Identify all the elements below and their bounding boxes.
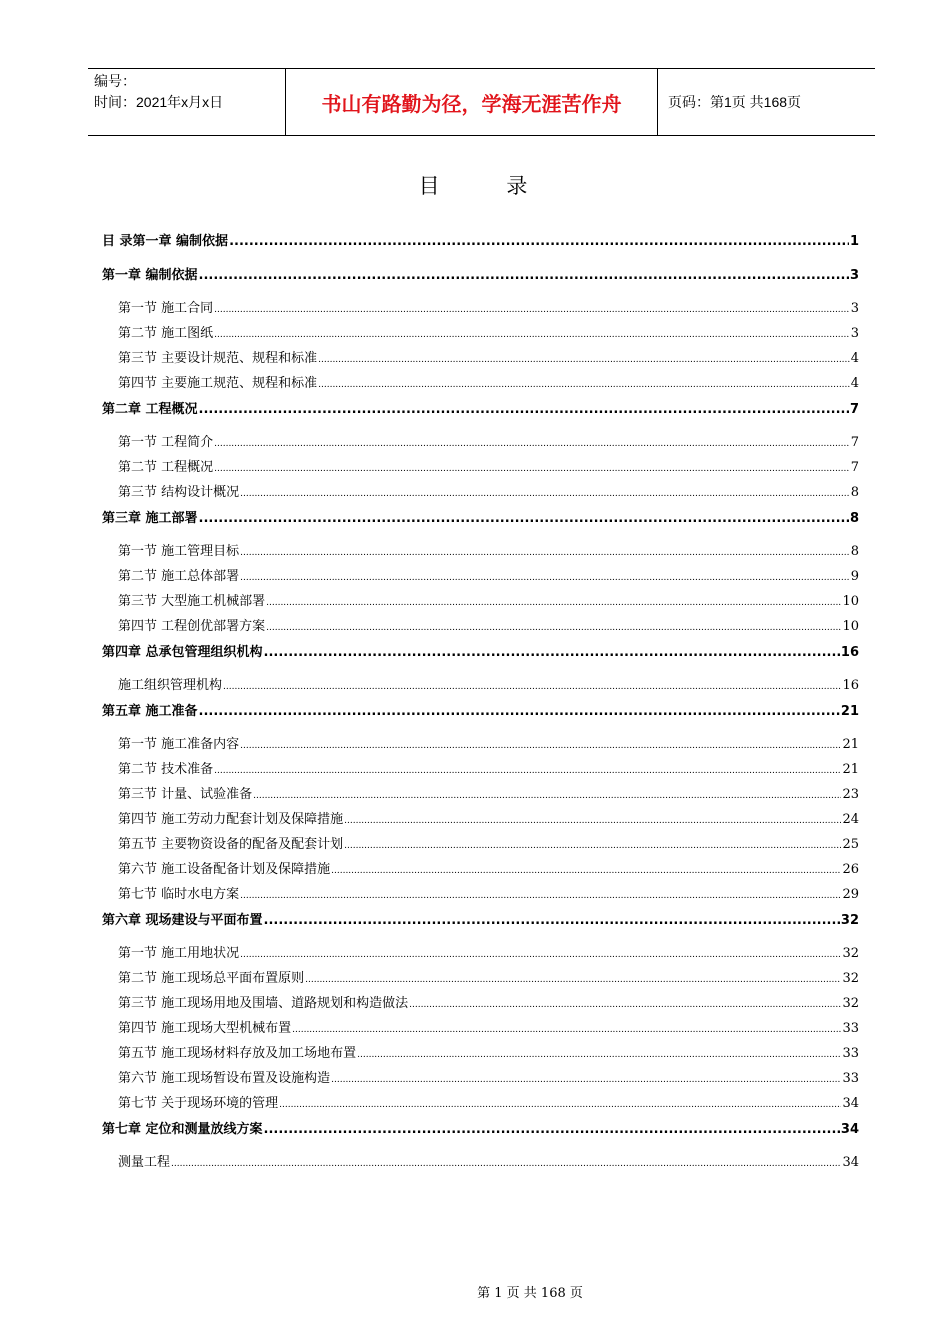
toc-section-entry[interactable] — [102, 966, 859, 991]
toc-section-entry[interactable] — [102, 1091, 859, 1116]
toc-entry-page-number: 16 — [840, 645, 859, 660]
toc-dot-leader — [305, 968, 841, 991]
toc-entry-page-number: 3 — [849, 268, 859, 283]
toc-chapter-entry[interactable] — [102, 1116, 859, 1150]
toc-section-entry[interactable] — [102, 321, 859, 346]
toc-entry-page-number: 10 — [842, 594, 859, 609]
toc-entry-label: 第三节 计量、试验准备 — [118, 787, 253, 802]
toc-chapter-entry[interactable] — [102, 907, 859, 941]
toc-entry-label: 施工组织管理机构 — [118, 678, 223, 693]
toc-entry-label: 第七节 临时水电方案 — [118, 887, 240, 902]
toc-entry-page-number: 8 — [850, 544, 859, 559]
toc-entry-page-number: 4 — [850, 376, 859, 391]
toc-entry-label: 第六章 现场建设与平面布置 — [102, 913, 263, 928]
toc-section-entry[interactable] — [102, 539, 859, 564]
toc-dot-leader — [264, 907, 840, 935]
toc-entry-label: 第一节 施工用地状况 — [118, 946, 240, 961]
toc-dot-leader — [171, 1152, 841, 1175]
document-time: 时间：2021年x月x日 — [94, 94, 224, 110]
toc-dot-leader — [318, 348, 850, 371]
toc-entry-page-number: 32 — [842, 996, 859, 1011]
toc-dot-leader — [409, 993, 841, 1016]
toc-chapter-entry[interactable] — [102, 698, 859, 732]
toc-section-entry[interactable] — [102, 991, 859, 1016]
toc-dot-leader — [357, 1043, 841, 1066]
toc-entry-label: 第二章 工程概况 — [102, 402, 198, 417]
toc-entry-label: 第七章 定位和测量放线方案 — [102, 1122, 263, 1137]
toc-entry-label: 第一节 工程简介 — [118, 435, 214, 450]
toc-entry-page-number: 34 — [840, 1122, 859, 1137]
toc-entry-label: 第六节 施工现场暂设布置及设施构造 — [118, 1071, 331, 1086]
toc-dot-leader — [199, 698, 840, 726]
toc-entry-label: 第三章 施工部署 — [102, 511, 198, 526]
toc-entry-label: 第二节 技术准备 — [118, 762, 214, 777]
toc-entry-page-number: 3 — [850, 301, 859, 316]
toc-dot-leader — [266, 591, 841, 614]
toc-entry-label: 第一节 施工准备内容 — [118, 737, 240, 752]
toc-entry-label: 第四节 主要施工规范、规程和标准 — [118, 376, 318, 391]
toc-section-entry[interactable] — [102, 941, 859, 966]
toc-section-entry[interactable] — [102, 673, 859, 698]
toc-dot-leader — [344, 834, 841, 857]
toc-entry-label: 第三节 主要设计规范、规程和标准 — [118, 351, 318, 366]
toc-entry-label: 第二节 工程概况 — [118, 460, 214, 475]
toc-entry-label: 第五章 施工准备 — [102, 704, 198, 719]
toc-entry-page-number: 29 — [842, 887, 859, 902]
toc-section-entry[interactable] — [102, 589, 859, 614]
toc-dot-leader — [199, 396, 849, 424]
toc-entry-label: 第三节 结构设计概况 — [118, 485, 240, 500]
toc-entry-page-number: 21 — [842, 762, 859, 777]
toc-entry-label: 第三节 大型施工机械部署 — [118, 594, 266, 609]
toc-dot-leader — [240, 566, 850, 589]
toc-dot-leader — [264, 639, 840, 667]
toc-entry-label: 第三节 施工现场用地及围墙、道路规划和构造做法 — [118, 996, 409, 1011]
toc-dot-leader — [253, 784, 841, 807]
toc-entry-label: 第二节 施工现场总平面布置原则 — [118, 971, 305, 986]
toc-entry-label: 第四节 施工现场大型机械布置 — [118, 1021, 292, 1036]
toc-dot-leader — [199, 262, 849, 290]
toc-entry-page-number: 8 — [849, 511, 859, 526]
table-of-contents — [102, 228, 859, 1175]
header-motto: 书山有路勤为径，学海无涯苦作舟 — [286, 69, 658, 135]
toc-entry-page-number: 7 — [850, 435, 859, 450]
toc-entry-page-number: 32 — [842, 946, 859, 961]
toc-section-entry[interactable] — [102, 882, 859, 907]
toc-entry-page-number: 34 — [842, 1096, 859, 1111]
toc-entry-page-number: 32 — [840, 913, 859, 928]
toc-dot-leader — [199, 505, 849, 533]
toc-entry-label: 第一章 编制依据 — [102, 268, 198, 283]
toc-entry-label: 第四节 工程创优部署方案 — [118, 619, 266, 634]
toc-dot-leader — [240, 734, 841, 757]
toc-entry-page-number: 7 — [850, 460, 859, 475]
toc-entry-page-number: 32 — [842, 971, 859, 986]
toc-section-entry[interactable] — [102, 807, 859, 832]
toc-section-entry[interactable] — [102, 371, 859, 396]
header-meta — [88, 69, 286, 135]
toc-section-entry[interactable] — [102, 564, 859, 589]
toc-chapter-entry[interactable] — [102, 396, 859, 430]
toc-section-entry[interactable] — [102, 296, 859, 321]
toc-dot-leader — [318, 373, 850, 396]
toc-entry-label: 第七节 关于现场环境的管理 — [118, 1096, 279, 1111]
toc-dot-leader — [214, 323, 850, 346]
toc-entry-page-number: 33 — [842, 1021, 859, 1036]
toc-section-entry[interactable] — [102, 480, 859, 505]
toc-entry-page-number: 9 — [850, 569, 859, 584]
toc-section-entry[interactable] — [102, 732, 859, 757]
toc-entry-label: 第一节 施工管理目标 — [118, 544, 240, 559]
toc-section-entry[interactable] — [102, 782, 859, 807]
toc-entry-label: 第六节 施工设备配备计划及保障措施 — [118, 862, 331, 877]
toc-dot-leader — [240, 541, 850, 564]
page-footer: 第 1 页 共 168 页 — [477, 1286, 583, 1301]
toc-entry-page-number: 25 — [842, 837, 859, 852]
toc-section-entry[interactable] — [102, 614, 859, 639]
toc-entry-page-number: 33 — [842, 1046, 859, 1061]
toc-section-entry[interactable] — [102, 346, 859, 371]
toc-chapter-entry[interactable] — [102, 639, 859, 673]
toc-entry-label: 第四节 施工劳动力配套计划及保障措施 — [118, 812, 344, 827]
toc-entry-page-number: 8 — [850, 485, 859, 500]
header-page-info: 页码：第1页 共168页 — [668, 94, 802, 110]
toc-dot-leader — [229, 228, 849, 256]
toc-dot-leader — [214, 759, 841, 782]
toc-dot-leader — [223, 675, 841, 698]
toc-section-entry[interactable] — [102, 430, 859, 455]
toc-section-entry[interactable] — [102, 1150, 859, 1175]
toc-section-entry[interactable] — [102, 1066, 859, 1091]
toc-entry-label: 第二节 施工图纸 — [118, 326, 214, 341]
toc-entry-page-number: 24 — [842, 812, 859, 827]
toc-dot-leader — [240, 884, 841, 907]
toc-dot-leader — [214, 298, 850, 321]
toc-section-entry[interactable] — [102, 857, 859, 882]
toc-dot-leader — [264, 1116, 840, 1144]
toc-dot-leader — [344, 809, 841, 832]
toc-entry-page-number: 4 — [850, 351, 859, 366]
toc-dot-leader — [240, 482, 850, 505]
toc-title: 目 录 — [418, 174, 558, 198]
toc-section-entry[interactable] — [102, 1041, 859, 1066]
toc-entry-page-number: 23 — [842, 787, 859, 802]
toc-dot-leader — [279, 1093, 841, 1116]
toc-entry-page-number: 10 — [842, 619, 859, 634]
toc-section-entry[interactable] — [102, 757, 859, 782]
toc-entry-page-number: 3 — [850, 326, 859, 341]
toc-entry-page-number: 1 — [849, 234, 859, 249]
toc-dot-leader — [331, 1068, 841, 1091]
toc-entry-label: 测量工程 — [118, 1155, 171, 1170]
toc-entry-page-number: 34 — [842, 1155, 859, 1170]
toc-entry-page-number: 21 — [840, 704, 859, 719]
toc-dot-leader — [331, 859, 841, 882]
toc-entry-page-number: 26 — [842, 862, 859, 877]
toc-entry-page-number: 7 — [849, 402, 859, 417]
document-number-label: 编号： — [94, 73, 136, 89]
page-header — [88, 68, 875, 136]
toc-dot-leader — [214, 432, 850, 455]
toc-section-entry[interactable] — [102, 455, 859, 480]
toc-chapter-entry[interactable] — [102, 262, 859, 296]
toc-dot-leader — [266, 616, 841, 639]
toc-entry-label: 第四章 总承包管理组织机构 — [102, 645, 263, 660]
toc-entry-page-number: 33 — [842, 1071, 859, 1086]
toc-entry-page-number: 21 — [842, 737, 859, 752]
toc-entry-label: 第二节 施工总体部署 — [118, 569, 240, 584]
toc-chapter-entry[interactable] — [102, 228, 859, 262]
toc-dot-leader — [240, 943, 841, 966]
toc-entry-label: 第一节 施工合同 — [118, 301, 214, 316]
toc-entry-page-number: 16 — [842, 678, 859, 693]
toc-chapter-entry[interactable] — [102, 505, 859, 539]
toc-dot-leader — [292, 1018, 841, 1041]
toc-dot-leader — [214, 457, 850, 480]
toc-entry-label: 目 录第一章 编制依据 — [102, 234, 229, 249]
toc-section-entry[interactable] — [102, 1016, 859, 1041]
toc-entry-label: 第五节 施工现场材料存放及加工场地布置 — [118, 1046, 357, 1061]
toc-entry-label: 第五节 主要物资设备的配备及配套计划 — [118, 837, 344, 852]
toc-section-entry[interactable] — [102, 832, 859, 857]
